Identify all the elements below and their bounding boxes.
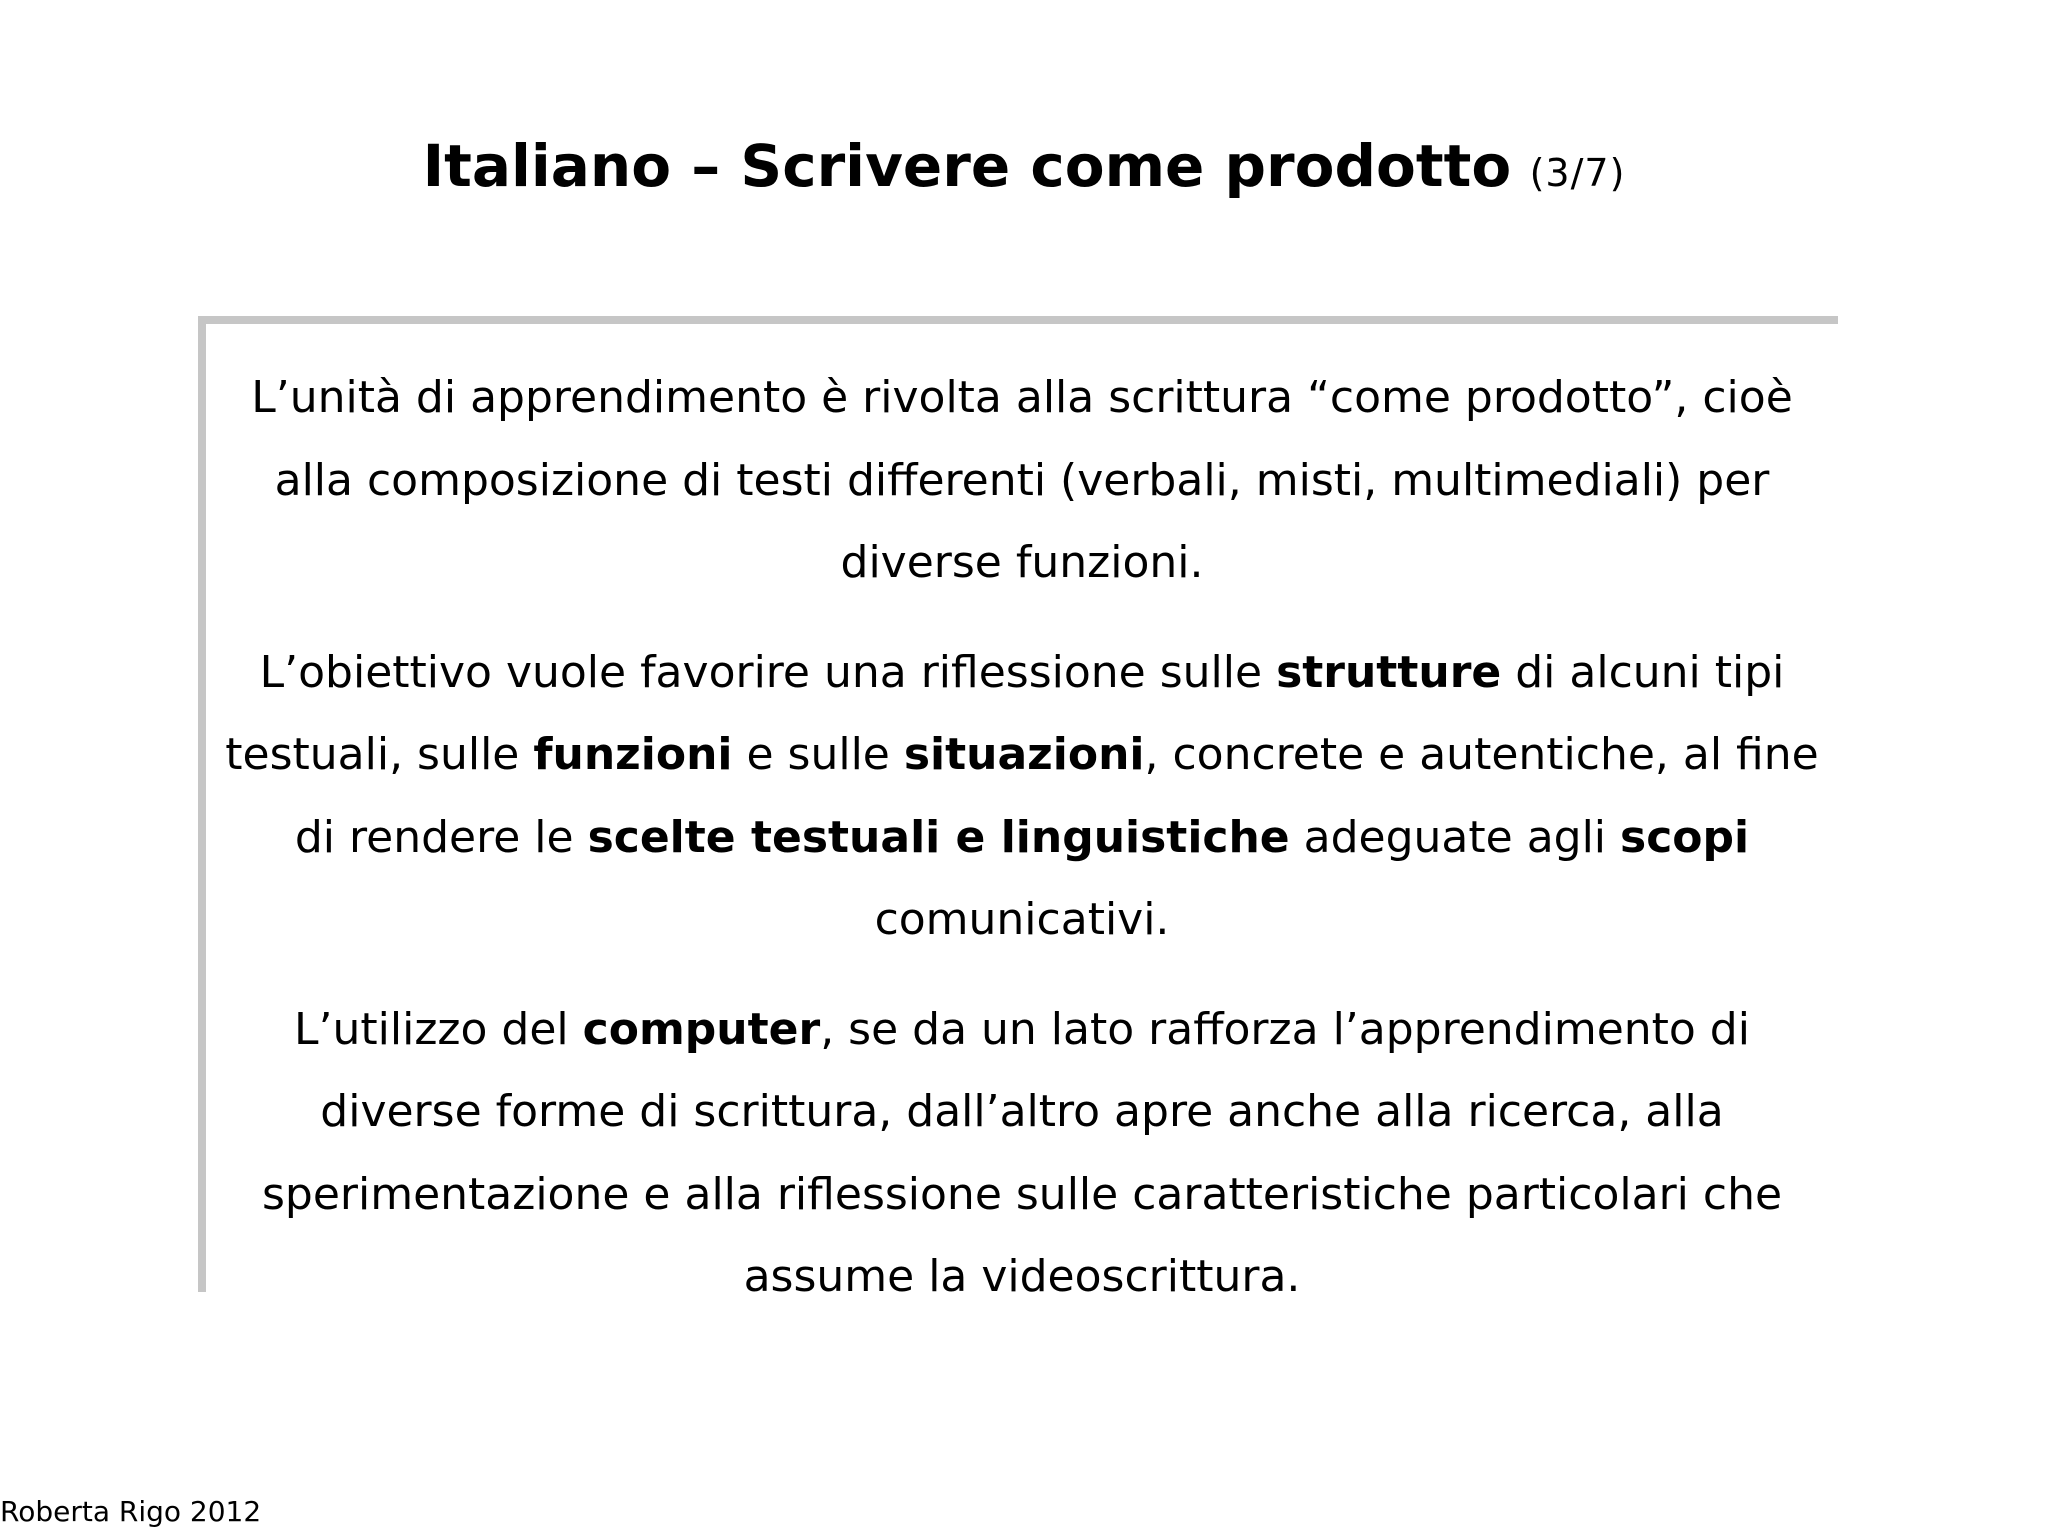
objective-text-6: comunicativi. — [874, 894, 1170, 945]
computer-text-1: L’utilizzo del — [294, 1003, 583, 1055]
footer-author: Roberta Rigo 2012 — [0, 1495, 262, 1528]
paragraph-objective — [210, 632, 1834, 962]
slide-title — [0, 126, 2048, 213]
objective-text-3: e sulle — [732, 729, 904, 780]
content-box — [210, 357, 1834, 1346]
objective-text-2: di alcuni tipi testuali, sulle — [225, 646, 1785, 780]
objective-text-4: , concrete e autentiche, al fine di rendere le — [294, 729, 1819, 863]
paragraph-intro: L’unità di apprendimento è rivolta alla scrittura “come prodotto”, cioè alla composizione di testi differenti (verbali, misti, multimediali) per diverse funzioni. — [251, 372, 1793, 588]
paragraph-computer — [210, 989, 1834, 1319]
objective-text-1: L’obiettivo vuole favorire una riflessione sulle — [259, 646, 1277, 698]
computer-bold-computer: computer — [582, 1003, 821, 1055]
page-indicator: (3/7) — [1529, 151, 1626, 195]
objective-bold-scelte: scelte testuali e linguistiche — [587, 811, 1290, 863]
slide-title-text: Italiano – Scrivere come prodotto — [422, 132, 1512, 200]
objective-bold-funzioni: funzioni — [533, 729, 733, 780]
objective-bold-situazioni: situazioni — [903, 729, 1145, 780]
frame-top-border — [198, 316, 1838, 324]
objective-bold-scopi: scopi — [1620, 811, 1750, 863]
objective-bold-strutture: strutture — [1276, 646, 1502, 698]
objective-text-5: adeguate agli — [1289, 811, 1621, 863]
frame-left-border — [198, 316, 206, 1292]
computer-text-2: , se da un lato rafforza l’apprendimento di diverse forme di scrittura, dall’altro apre anche alla ricerca, alla sperimentazione e alla riflessione sulle caratteristiche particolari che assume la videoscrittura. — [261, 1003, 1783, 1302]
